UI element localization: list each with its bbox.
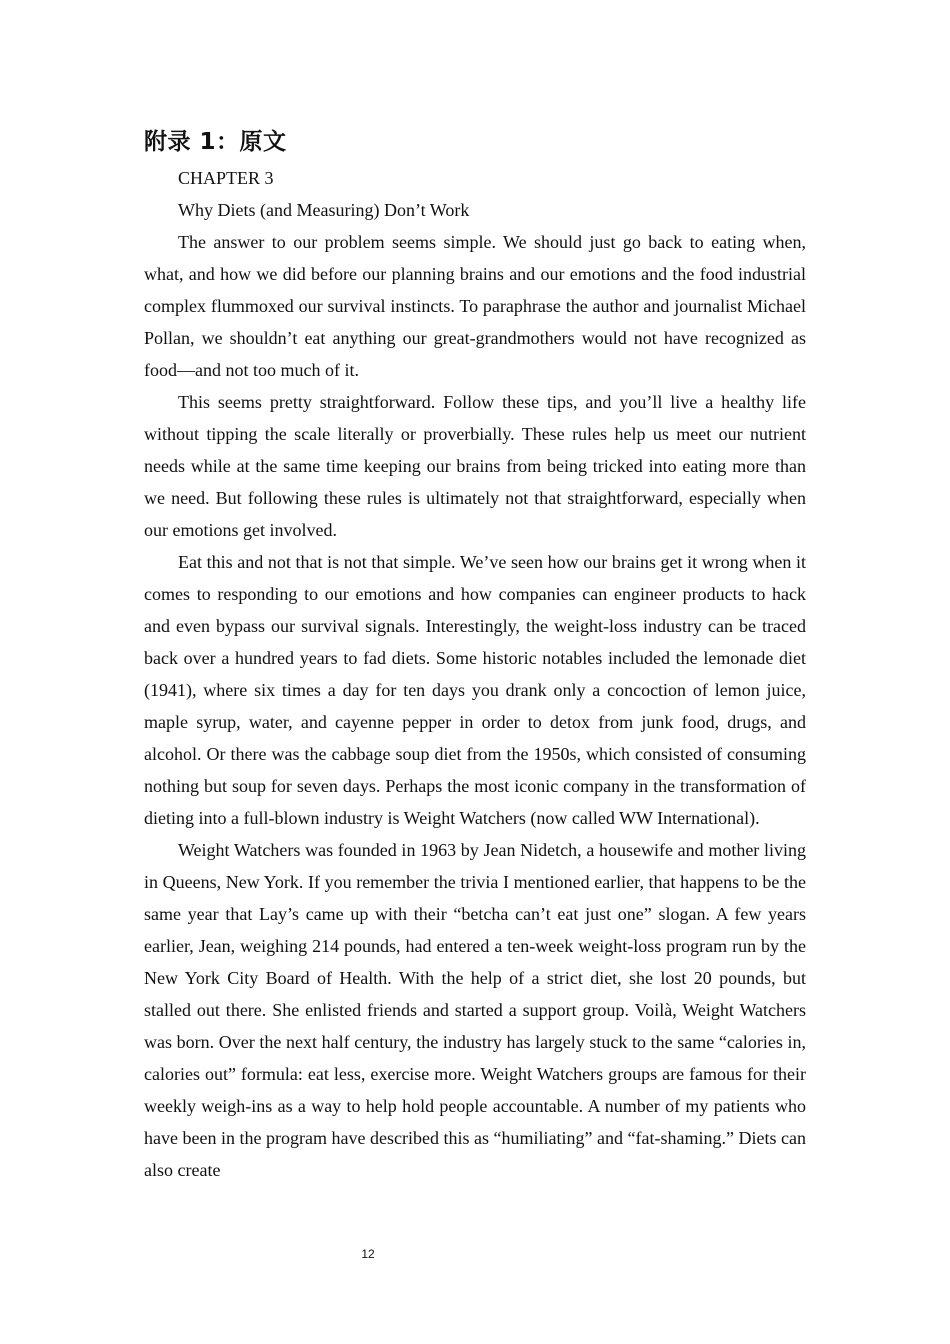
paragraph-3: Eat this and not that is not that simple. We’ve seen how our brains get it wrong when it comes to responding to our emotions and how companies can engineer products to hack and even bypass our survival signals. Interestingly, the weight-loss industry can be traced back over a hundred years to fad diets. Some historic notables included the lemonade diet (1941), where six times a day for ten days you drank only a concoction of lemon juice, maple syrup, water, and cayenne pepper in order to detox from junk food, drugs, and alcohol. Or there was the cabbage soup diet from the 1950s, which consisted of consuming nothing but soup for seven days. Perhaps the most iconic company in the transformation of dieting into a full-blown industry is Weight Watchers (now called WW International). — [144, 552, 806, 828]
chapter-title: Why Diets (and Measuring) Don’t Work — [178, 200, 470, 220]
page-body — [144, 124, 806, 1186]
paragraph-4: Weight Watchers was founded in 1963 by Jean Nidetch, a housewife and mother living in Queens, New York. If you remember the trivia I mentioned earlier, that happens to be the same year that Lay’s came up with their “betcha can’t eat just one” slogan. A few years earlier, Jean, weighing 214 pounds, had entered a ten-week weight-loss program run by the New York City Board of Health. With the help of a strict diet, she lost 20 pounds, but stalled out there. She enlisted friends and started a support group. Voilà, Weight Watchers was born. Over the next half century, the industry has largely stuck to the same “calories in, calories out” formula: eat less, exercise more. Weight Watchers groups are famous for their weekly weigh-ins as a way to help hold people accountable. A number of my patients who have been in the program have described this as “humiliating” and “fat-shaming.” Diets can also create — [144, 840, 806, 1180]
paragraph-2: This seems pretty straightforward. Follow these tips, and you’ll live a healthy life without tipping the scale literally or proverbially. These rules help us meet our nutrient needs while at the same time keeping our brains from being tricked into eating more than we need. But following these rules is ultimately not that straightforward, especially when our emotions get involved. — [144, 392, 806, 540]
chapter-label: CHAPTER 3 — [178, 168, 274, 188]
appendix-heading: 附录 1：原文 — [144, 129, 287, 155]
page-number: 12 — [361, 1247, 375, 1261]
paragraph-1: The answer to our problem seems simple. We should just go back to eating when, what, and how we did before our planning brains and our emotions and the food industrial complex flummoxed our survival instincts. To paraphrase the author and journalist Michael Pollan, we shouldn’t eat anything our great-grandmothers would not have recognized as food—and not too much of it. — [144, 232, 806, 380]
